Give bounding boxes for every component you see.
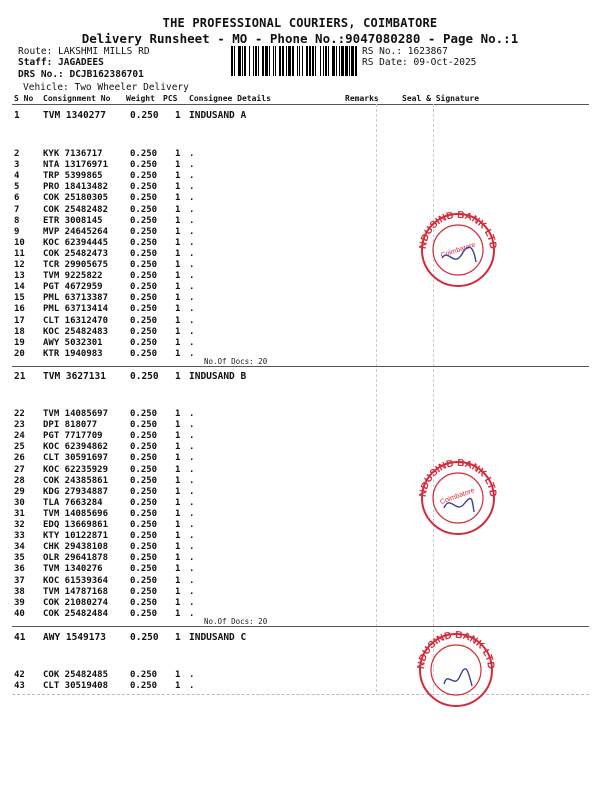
table-row [0, 249, 600, 260]
cell-pcs: 1 [175, 553, 181, 564]
table-end-rule [12, 694, 589, 695]
cell-consignment: KOC 25482483 [43, 326, 109, 337]
cell-dot: . [189, 326, 195, 337]
cell-consignment: TVM 14085696 [43, 508, 109, 519]
cell-consignment: NTA 13176971 [43, 160, 109, 171]
cell-pcs: 1 [175, 215, 181, 226]
cell-dot: . [189, 531, 195, 542]
cell-weight: 0.250 [130, 608, 158, 619]
cell-dot: . [189, 553, 195, 564]
cell-dot: . [189, 681, 195, 692]
rs-number: RS No.: 1623867 [362, 46, 448, 57]
table-row [0, 338, 600, 349]
cell-weight: 0.250 [130, 248, 158, 259]
cell-weight: 0.250 [130, 315, 158, 326]
cell-dot: . [189, 193, 195, 204]
cell-consignment: CLT 30591697 [43, 453, 109, 464]
cell-pcs: 1 [175, 337, 181, 348]
cell-pcs: 1 [175, 453, 181, 464]
table-row [0, 304, 600, 315]
cell-sno: 29 [14, 486, 25, 497]
cell-dot: . [189, 348, 195, 359]
cell-weight: 0.250 [130, 453, 158, 464]
bank-stamp [418, 210, 498, 290]
cell-sno: 20 [14, 348, 25, 359]
cell-pcs: 1 [175, 542, 181, 553]
cell-consignment: KOC 62394862 [43, 442, 109, 453]
cell-pcs: 1 [175, 575, 181, 586]
cell-dot: . [189, 160, 195, 171]
table-row [0, 182, 600, 193]
cell-sno: 19 [14, 337, 25, 348]
cell-sno: 10 [14, 237, 25, 248]
cell-dot: . [189, 171, 195, 182]
col-header-consignment: Consignment No [43, 94, 111, 103]
cell-pcs: 1 [175, 304, 181, 315]
cell-weight: 0.250 [130, 586, 158, 597]
group-lead-row [0, 632, 600, 644]
table-row [0, 476, 600, 487]
cell-pcs: 1 [175, 260, 181, 270]
cell-consignment: COK 25482473 [43, 248, 109, 259]
table-row [0, 431, 600, 442]
cell-consignment: KTR 1940983 [43, 348, 103, 359]
cell-weight: 0.250 [130, 193, 158, 204]
cell-consignment: CLT 16312470 [43, 315, 109, 326]
cell-dot: . [189, 597, 195, 608]
table-row [0, 609, 600, 620]
cell-consignment: KTY 10122871 [43, 531, 109, 542]
cell-consignment: PML 63713387 [43, 293, 109, 304]
cell-name: INDUSAND B [189, 371, 247, 382]
cell-sno: 30 [14, 497, 25, 508]
cell-sno: 26 [14, 453, 25, 464]
cell-weight: 0.250 [130, 553, 158, 564]
cell-sno: 12 [14, 260, 25, 270]
svg-text:INDUSIND BANK LTD.: NDUSIND BANK LTD [416, 630, 496, 670]
table-row [0, 487, 600, 498]
cell-dot: . [189, 315, 195, 326]
cell-pcs: 1 [175, 282, 181, 293]
bank-stamp [418, 458, 498, 538]
cell-dot: . [189, 248, 195, 259]
cell-sno: 41 [14, 632, 26, 643]
cell-pcs: 1 [175, 248, 181, 259]
svg-text:INDUSIND BANK LTD.: NDUSIND BANK LTD [418, 210, 498, 250]
cell-weight: 0.250 [130, 326, 158, 337]
table-row [0, 327, 600, 338]
table-row [0, 420, 600, 431]
cell-pcs: 1 [175, 348, 181, 359]
cell-weight: 0.250 [130, 282, 158, 293]
docs-count: No.Of Docs: 20 [204, 356, 268, 366]
cell-consignment: COK 24385861 [43, 475, 109, 486]
cell-sno: 18 [14, 326, 25, 337]
cell-weight: 0.250 [130, 681, 158, 692]
drs-number: DRS No.: DCJB162386701 [18, 69, 144, 80]
company-name: THE PROFESSIONAL COURIERS, COIMBATORE [162, 16, 438, 30]
cell-weight: 0.250 [130, 670, 158, 680]
svg-text:Coimbatore: Coimbatore [439, 241, 477, 260]
cell-consignment: TVM 14787168 [43, 586, 109, 597]
cell-consignment: KDG 27934887 [43, 486, 109, 497]
cell-consignment: TCR 29905675 [43, 260, 109, 270]
cell-consignment: COK 25482484 [43, 608, 109, 619]
cell-dot: . [189, 304, 195, 315]
cell-dot: . [189, 420, 195, 431]
cell-consignment: CLT 30519408 [43, 681, 109, 692]
cell-sno: 33 [14, 531, 25, 542]
barcode [231, 46, 358, 76]
cell-pcs: 1 [175, 520, 181, 530]
cell-pcs: 1 [175, 149, 181, 159]
cell-weight: 0.250 [130, 409, 158, 419]
table-row [0, 171, 600, 182]
cell-name: INDUSAND C [189, 632, 247, 643]
cell-weight: 0.250 [130, 182, 158, 193]
table-row [0, 520, 600, 531]
cell-dot: . [189, 442, 195, 453]
cell-weight: 0.250 [130, 304, 158, 315]
cell-consignment: COK 25482485 [43, 670, 109, 680]
table-row [0, 670, 600, 681]
cell-weight: 0.250 [130, 293, 158, 304]
cell-weight: 0.250 [130, 226, 158, 237]
group-lead-row [0, 371, 600, 383]
table-row [0, 260, 600, 271]
header-rule [12, 104, 589, 105]
cell-consignment: OLR 29641878 [43, 553, 109, 564]
cell-sno: 13 [14, 271, 25, 282]
cell-consignment: TVM 9225822 [43, 271, 103, 282]
cell-pcs: 1 [175, 497, 181, 508]
cell-consignment: KOC 62394445 [43, 237, 109, 248]
table-row [0, 453, 600, 464]
cell-consignment: DPI 818077 [43, 420, 98, 431]
route-label: Route: LAKSHMI MILLS RD [18, 46, 150, 57]
table-row [0, 409, 600, 420]
cell-pcs: 1 [175, 326, 181, 337]
cell-pcs: 1 [175, 420, 181, 431]
cell-sno: 7 [14, 204, 20, 215]
cell-dot: . [189, 260, 195, 270]
cell-pcs: 1 [175, 371, 181, 382]
cell-weight: 0.250 [130, 475, 158, 486]
cell-dot: . [189, 409, 195, 419]
cell-sno: 40 [14, 608, 25, 619]
cell-dot: . [189, 586, 195, 597]
group-lead-row [0, 110, 600, 122]
table-row [0, 509, 600, 520]
cell-weight: 0.250 [130, 420, 158, 431]
cell-name: INDUSAND A [189, 110, 247, 121]
cell-weight: 0.250 [130, 442, 158, 453]
table-row [0, 216, 600, 227]
cell-pcs: 1 [175, 597, 181, 608]
runsheet-title: Delivery Runsheet - MO - Phone No.:9047080280 - Page No.:1 [81, 31, 519, 46]
cell-consignment: CHK 29438108 [43, 542, 109, 553]
cell-dot: . [189, 271, 195, 282]
cell-dot: . [189, 204, 195, 215]
cell-pcs: 1 [175, 182, 181, 193]
cell-pcs: 1 [175, 160, 181, 171]
cell-pcs: 1 [175, 315, 181, 326]
table-row [0, 282, 600, 293]
cell-dot: . [189, 293, 195, 304]
cell-consignment: TVM 3627131 [43, 371, 106, 382]
col-header-sno: S No [14, 94, 34, 103]
cell-pcs: 1 [175, 608, 181, 619]
table-row [0, 442, 600, 453]
cell-pcs: 1 [175, 110, 181, 121]
cell-consignment: MVP 24645264 [43, 226, 109, 237]
cell-consignment: COK 25482482 [43, 204, 109, 215]
cell-dot: . [189, 542, 195, 553]
cell-weight: 0.250 [130, 542, 158, 553]
cell-dot: . [189, 520, 195, 530]
col-header-consignee: Consignee Details [189, 94, 271, 103]
col-header-weight: Weight [126, 94, 155, 103]
cell-weight: 0.250 [130, 348, 158, 359]
table-row [0, 587, 600, 598]
cell-dot: . [189, 575, 195, 586]
cell-sno: 32 [14, 520, 25, 530]
cell-weight: 0.250 [130, 564, 158, 575]
cell-weight: 0.250 [130, 431, 158, 442]
table-row [0, 553, 600, 564]
cell-pcs: 1 [175, 564, 181, 575]
cell-sno: 35 [14, 553, 25, 564]
cell-sno: 28 [14, 475, 25, 486]
cell-pcs: 1 [175, 681, 181, 692]
cell-sno: 11 [14, 248, 25, 259]
vehicle-label: Vehicle: Two Wheeler Delivery [23, 82, 189, 93]
cell-sno: 1 [14, 110, 20, 121]
cell-sno: 37 [14, 575, 25, 586]
cell-sno: 5 [14, 182, 20, 193]
cell-weight: 0.250 [130, 271, 158, 282]
table-row [0, 238, 600, 249]
cell-sno: 14 [14, 282, 25, 293]
cell-sno: 27 [14, 464, 25, 475]
cell-dot: . [189, 237, 195, 248]
cell-pcs: 1 [175, 226, 181, 237]
col-header-pcs: PCS [163, 94, 178, 103]
cell-weight: 0.250 [130, 237, 158, 248]
cell-sno: 36 [14, 564, 25, 575]
cell-sno: 4 [14, 171, 20, 182]
cell-consignment: EDQ 13669861 [43, 520, 109, 530]
svg-text:INDUSIND BANK LTD.: NDUSIND BANK LTD [418, 458, 498, 498]
cell-weight: 0.250 [130, 215, 158, 226]
table-row [0, 576, 600, 587]
table-row [0, 531, 600, 542]
cell-pcs: 1 [175, 409, 181, 419]
cell-sno: 39 [14, 597, 25, 608]
cell-sno: 9 [14, 226, 20, 237]
cell-weight: 0.250 [130, 520, 158, 530]
cell-sno: 17 [14, 315, 25, 326]
cell-sno: 31 [14, 508, 25, 519]
cell-sno: 3 [14, 160, 20, 171]
cell-weight: 0.250 [130, 575, 158, 586]
cell-sno: 42 [14, 670, 25, 680]
cell-dot: . [189, 670, 195, 680]
cell-sno: 8 [14, 215, 20, 226]
cell-sno: 15 [14, 293, 25, 304]
cell-sno: 24 [14, 431, 25, 442]
cell-pcs: 1 [175, 464, 181, 475]
cell-weight: 0.250 [130, 497, 158, 508]
table-row [0, 205, 600, 216]
cell-consignment: COK 21080274 [43, 597, 109, 608]
cell-pcs: 1 [175, 237, 181, 248]
cell-weight: 0.250 [130, 149, 158, 159]
cell-pcs: 1 [175, 271, 181, 282]
table-row [0, 498, 600, 509]
cell-consignment: AWY 5032301 [43, 337, 103, 348]
cell-weight: 0.250 [130, 508, 158, 519]
cell-pcs: 1 [175, 193, 181, 204]
cell-dot: . [189, 431, 195, 442]
cell-dot: . [189, 464, 195, 475]
cell-dot: . [189, 608, 195, 619]
cell-pcs: 1 [175, 204, 181, 215]
cell-weight: 0.250 [130, 531, 158, 542]
cell-pcs: 1 [175, 293, 181, 304]
table-row [0, 598, 600, 609]
cell-sno: 34 [14, 542, 25, 553]
table-row [0, 316, 600, 327]
svg-text:Coimbatore: Coimbatore [439, 487, 476, 507]
cell-weight: 0.250 [130, 110, 159, 121]
table-row [0, 149, 600, 160]
cell-dot: . [189, 337, 195, 348]
cell-dot: . [189, 508, 195, 519]
cell-weight: 0.250 [130, 204, 158, 215]
cell-consignment: TVM 1340276 [43, 564, 103, 575]
cell-pcs: 1 [175, 442, 181, 453]
cell-consignment: PRO 18413482 [43, 182, 109, 193]
col-header-seal: Seal & Signature [402, 94, 480, 103]
table-row [0, 227, 600, 238]
cell-pcs: 1 [175, 431, 181, 442]
cell-consignment: COK 25180305 [43, 193, 109, 204]
cell-consignment: TVM 14085697 [43, 409, 109, 419]
staff-label: Staff: JAGADEES [18, 57, 104, 68]
cell-weight: 0.250 [130, 486, 158, 497]
table-row [0, 681, 600, 692]
cell-consignment: TRP 5399865 [43, 171, 103, 182]
rs-date: RS Date: 09-Oct-2025 [362, 57, 477, 68]
table-row [0, 293, 600, 304]
cell-dot: . [189, 453, 195, 464]
cell-weight: 0.250 [130, 160, 158, 171]
cell-sno: 38 [14, 586, 25, 597]
table-row [0, 564, 600, 575]
bank-stamp [416, 630, 496, 710]
cell-dot: . [189, 497, 195, 508]
cell-dot: . [189, 149, 195, 159]
cell-dot: . [189, 475, 195, 486]
cell-weight: 0.250 [130, 464, 158, 475]
cell-dot: . [189, 182, 195, 193]
cell-consignment: TVM 1340277 [43, 110, 106, 121]
cell-pcs: 1 [175, 670, 181, 680]
table-row [0, 542, 600, 553]
cell-sno: 21 [14, 371, 26, 382]
cell-pcs: 1 [175, 486, 181, 497]
cell-consignment: KOC 61539364 [43, 575, 109, 586]
cell-dot: . [189, 486, 195, 497]
table-row [0, 271, 600, 282]
cell-dot: . [189, 282, 195, 293]
col-header-remarks: Remarks [345, 94, 379, 103]
cell-weight: 0.250 [130, 632, 159, 643]
cell-pcs: 1 [175, 475, 181, 486]
cell-consignment: KYK 7136717 [43, 149, 103, 159]
table-row [0, 160, 600, 171]
cell-consignment: KOC 62235929 [43, 464, 109, 475]
cell-consignment: AWY 1549173 [43, 632, 106, 643]
cell-weight: 0.250 [130, 371, 159, 382]
group-separator [12, 626, 589, 627]
cell-consignment: PGT 4672959 [43, 282, 103, 293]
cell-weight: 0.250 [130, 171, 158, 182]
cell-sno: 23 [14, 420, 25, 431]
group-separator [12, 366, 589, 367]
cell-sno: 22 [14, 409, 25, 419]
cell-pcs: 1 [175, 508, 181, 519]
cell-dot: . [189, 564, 195, 575]
cell-pcs: 1 [175, 531, 181, 542]
docs-count: No.Of Docs: 20 [204, 616, 268, 626]
cell-weight: 0.250 [130, 260, 158, 270]
cell-weight: 0.250 [130, 337, 158, 348]
cell-sno: 6 [14, 193, 20, 204]
table-row [0, 465, 600, 476]
cell-pcs: 1 [175, 586, 181, 597]
cell-consignment: PML 63713414 [43, 304, 109, 315]
cell-pcs: 1 [175, 171, 181, 182]
cell-pcs: 1 [175, 632, 181, 643]
cell-sno: 2 [14, 149, 20, 159]
cell-consignment: TLA 7663284 [43, 497, 103, 508]
cell-weight: 0.250 [130, 597, 158, 608]
cell-consignment: PGT 7717709 [43, 431, 103, 442]
table-row [0, 193, 600, 204]
cell-sno: 25 [14, 442, 25, 453]
cell-dot: . [189, 215, 195, 226]
cell-sno: 16 [14, 304, 25, 315]
cell-dot: . [189, 226, 195, 237]
cell-sno: 43 [14, 681, 25, 692]
table-row [0, 349, 600, 360]
cell-consignment: ETR 3008145 [43, 215, 103, 226]
